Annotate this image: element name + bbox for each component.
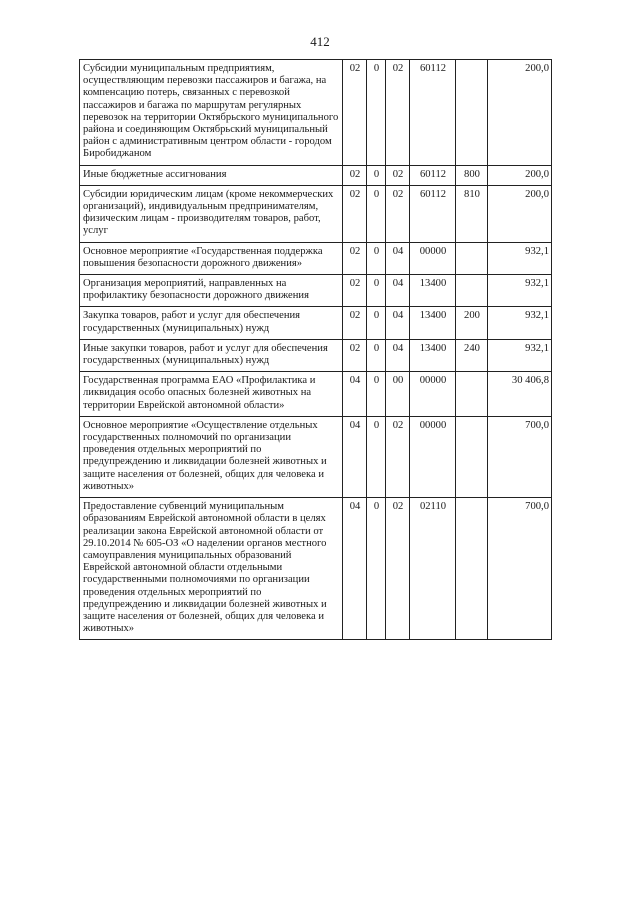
expense-type-cell <box>456 498 488 640</box>
amount-cell: 200,0 <box>488 60 552 166</box>
code-subprogram-cell: 0 <box>367 165 386 185</box>
code-direction-cell: 13400 <box>410 339 456 371</box>
amount-cell: 200,0 <box>488 185 552 242</box>
code-subprogram-cell: 0 <box>367 60 386 166</box>
expense-type-cell: 200 <box>456 307 488 339</box>
row-name-cell: Закупка товаров, работ и услуг для обеспечения государственных (муниципальных) нужд <box>80 307 343 339</box>
expense-type-cell <box>456 60 488 166</box>
code-subprogram-cell: 0 <box>367 339 386 371</box>
row-name-cell: Государственная программа ЕАО «Профилактика и ликвидация особо опасных болезней животных на территории Еврейской автономной области» <box>80 372 343 417</box>
code-direction-cell: 00000 <box>410 242 456 274</box>
code-direction-cell: 60112 <box>410 165 456 185</box>
code-event-cell: 02 <box>386 185 410 242</box>
code-event-cell: 02 <box>386 60 410 166</box>
code-subprogram-cell: 0 <box>367 275 386 307</box>
amount-cell: 932,1 <box>488 242 552 274</box>
code-section-cell: 02 <box>343 275 367 307</box>
budget-table <box>79 59 552 640</box>
row-name-cell: Основное мероприятие «Государственная поддержка повышения безопасности дорожного движения» <box>80 242 343 274</box>
row-name-cell: Иные бюджетные ассигнования <box>80 165 343 185</box>
expense-type-cell: 240 <box>456 339 488 371</box>
code-section-cell: 04 <box>343 498 367 640</box>
row-name-cell: Субсидии юридическим лицам (кроме некоммерческих организаций), индивидуальным предпринимателям, физическим лицам - производителям товаров, работ, услуг <box>80 185 343 242</box>
budget-table-body <box>80 60 552 640</box>
row-name-cell: Организация мероприятий, направленных на профилактику безопасности дорожного движения <box>80 275 343 307</box>
code-section-cell: 02 <box>343 60 367 166</box>
code-direction-cell: 00000 <box>410 372 456 417</box>
table-row <box>80 165 552 185</box>
code-section-cell: 04 <box>343 372 367 417</box>
code-section-cell: 04 <box>343 416 367 497</box>
code-subprogram-cell: 0 <box>367 498 386 640</box>
table-row <box>80 275 552 307</box>
code-subprogram-cell: 0 <box>367 185 386 242</box>
table-row <box>80 185 552 242</box>
expense-type-cell: 800 <box>456 165 488 185</box>
expense-type-cell <box>456 242 488 274</box>
expense-type-cell <box>456 275 488 307</box>
table-row <box>80 498 552 640</box>
expense-type-cell: 810 <box>456 185 488 242</box>
code-direction-cell: 02110 <box>410 498 456 640</box>
code-section-cell: 02 <box>343 242 367 274</box>
code-event-cell: 02 <box>386 165 410 185</box>
table-row <box>80 372 552 417</box>
code-event-cell: 00 <box>386 372 410 417</box>
code-event-cell: 04 <box>386 275 410 307</box>
amount-cell: 30 406,8 <box>488 372 552 417</box>
row-name-cell: Субсидии муниципальным предприятиям, осуществляющим перевозки пассажиров и багажа, на компенсацию потерь, связанных с перевозкой пассажиров и багажа по маршрутам регулярных перевозок на территории Октябрьского муниципального района и соединяющим Октябрьский муниципальный район с административным центром области - городом Биробиджаном <box>80 60 343 166</box>
code-subprogram-cell: 0 <box>367 242 386 274</box>
expense-type-cell <box>456 372 488 417</box>
amount-cell: 700,0 <box>488 498 552 640</box>
code-section-cell: 02 <box>343 185 367 242</box>
table-row <box>80 60 552 166</box>
row-name-cell: Предоставление субвенций муниципальным образованиям Еврейской автономной области в целях реализации закона Еврейской автономной области от 29.10.2014 № 605-ОЗ «О наделении органов местного самоуправления муниципальных образований Еврейской автономной области отдельными государственными полномочиями по организации проведения отдельных мероприятий по предупреждению и ликвидации болезней животных и защите населения от болезней, общих для человека и животных» <box>80 498 343 640</box>
code-direction-cell: 13400 <box>410 307 456 339</box>
code-subprogram-cell: 0 <box>367 416 386 497</box>
table-row <box>80 242 552 274</box>
table-row <box>80 339 552 371</box>
code-subprogram-cell: 0 <box>367 372 386 417</box>
amount-cell: 700,0 <box>488 416 552 497</box>
amount-cell: 932,1 <box>488 275 552 307</box>
code-event-cell: 04 <box>386 242 410 274</box>
code-section-cell: 02 <box>343 339 367 371</box>
page-number: 412 <box>310 34 330 49</box>
row-name-cell: Основное мероприятие «Осуществление отдельных государственных полномочий по организации проведения отдельных мероприятий по предупреждению и ликвидации болезней животных и защите населения от болезней, общих для человека и животных» <box>80 416 343 497</box>
expense-type-cell <box>456 416 488 497</box>
code-subprogram-cell: 0 <box>367 307 386 339</box>
code-direction-cell: 60112 <box>410 185 456 242</box>
row-name-cell: Иные закупки товаров, работ и услуг для обеспечения государственных (муниципальных) нужд <box>80 339 343 371</box>
code-section-cell: 02 <box>343 307 367 339</box>
code-event-cell: 02 <box>386 498 410 640</box>
table-row <box>80 416 552 497</box>
code-direction-cell: 13400 <box>410 275 456 307</box>
code-event-cell: 04 <box>386 307 410 339</box>
code-event-cell: 02 <box>386 416 410 497</box>
amount-cell: 200,0 <box>488 165 552 185</box>
code-event-cell: 04 <box>386 339 410 371</box>
code-direction-cell: 00000 <box>410 416 456 497</box>
amount-cell: 932,1 <box>488 307 552 339</box>
code-section-cell: 02 <box>343 165 367 185</box>
code-direction-cell: 60112 <box>410 60 456 166</box>
table-row <box>80 307 552 339</box>
amount-cell: 932,1 <box>488 339 552 371</box>
